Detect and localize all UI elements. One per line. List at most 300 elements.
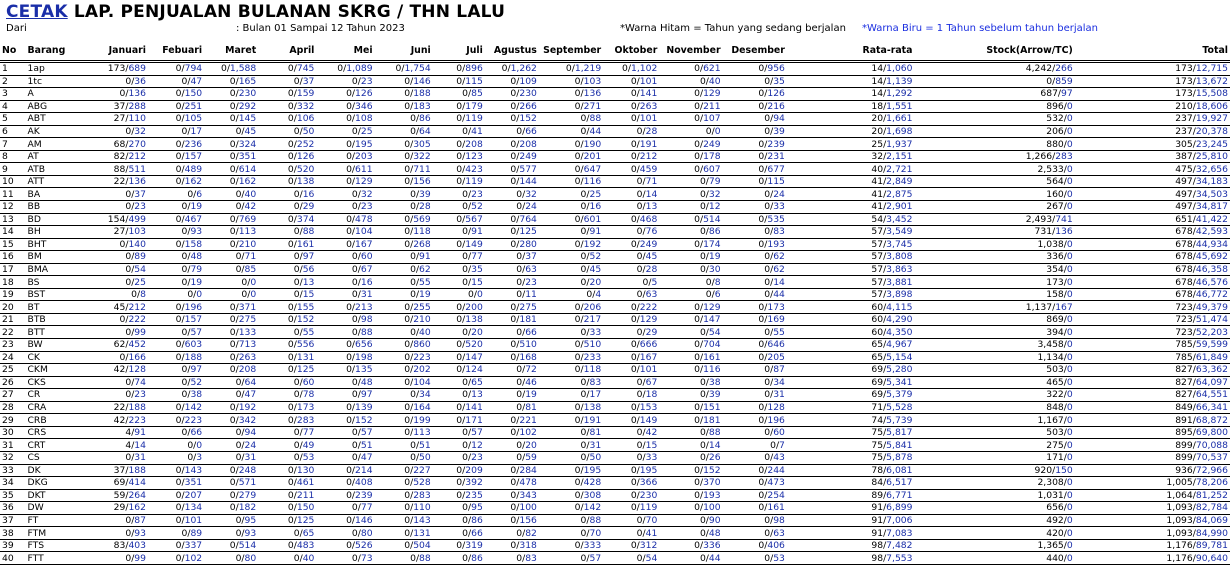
sales-cell: 0/37 [82, 188, 148, 201]
sales-cell: 75/5,878 [787, 451, 915, 464]
sales-cell: 0/129 [659, 301, 722, 314]
sales-cell: 465/0 [914, 376, 1074, 389]
sales-cell: 0/50 [375, 451, 433, 464]
sales-cell: 0/183 [375, 100, 433, 113]
column-header: Juli [433, 40, 485, 62]
table-row [0, 201, 1230, 214]
sales-cell: 0/25 [316, 125, 374, 138]
sales-cell: 1,005/78,206 [1075, 477, 1230, 490]
sales-cell: 0/33 [603, 451, 659, 464]
sales-cell: 0/208 [433, 138, 485, 151]
sales-cell: 0/0 [148, 288, 204, 301]
sales-cell: 678/46,772 [1075, 288, 1230, 301]
table-row [0, 213, 1230, 226]
sales-cell: 0/374 [258, 213, 316, 226]
sales-cell: 785/61,849 [1075, 351, 1230, 364]
sales-cell: 69/5,379 [787, 389, 915, 402]
sales-cell: 0/45 [603, 251, 659, 264]
item-name: CR [26, 389, 82, 402]
sales-cell: 0/713 [204, 339, 258, 352]
sales-cell: 0/408 [316, 477, 374, 490]
sales-cell: 687/97 [914, 88, 1074, 101]
sales-cell: 0/0 [204, 276, 258, 289]
sales-cell: 0/174 [659, 238, 722, 251]
sales-cell: 0/150 [258, 502, 316, 515]
row-number: 35 [0, 489, 26, 502]
sales-cell: 0/346 [316, 100, 374, 113]
sales-cell: 0/28 [603, 125, 659, 138]
sales-cell: 656/0 [914, 502, 1074, 515]
item-name: ABT [26, 113, 82, 126]
sales-cell: 0/157 [148, 313, 204, 326]
sales-cell: 0/203 [316, 150, 374, 163]
sales-cell: 0/468 [603, 213, 659, 226]
sales-cell: 0/12 [659, 201, 722, 214]
sales-cell: 0/406 [723, 539, 787, 552]
table-row [0, 351, 1230, 364]
sales-cell: 849/66,341 [1075, 401, 1230, 414]
sales-cell: 0/77 [258, 426, 316, 439]
sales-cell: 1,093/84,990 [1075, 527, 1230, 540]
sales-cell: 0/252 [258, 138, 316, 151]
sales-cell: 0/1,102 [603, 62, 659, 76]
sales-cell: 0/128 [723, 401, 787, 414]
sales-cell: 0/221 [485, 414, 539, 427]
sales-cell: 0/322 [375, 150, 433, 163]
sales-cell: 0/1,219 [539, 62, 603, 76]
sales-cell: 0/36 [82, 75, 148, 88]
column-header: Januari [82, 40, 148, 62]
sales-cell: 0/40 [659, 75, 722, 88]
sales-cell: 0/91 [433, 226, 485, 239]
item-name: A [26, 88, 82, 101]
item-name: BT [26, 301, 82, 314]
sales-cell: 0/23 [82, 389, 148, 402]
sales-cell: 0/125 [258, 514, 316, 527]
sales-cell: 0/23 [485, 276, 539, 289]
sales-cell: 0/83 [723, 226, 787, 239]
sales-cell: 0/13 [258, 276, 316, 289]
sales-cell: 0/97 [316, 389, 374, 402]
item-name: DKG [26, 477, 82, 490]
sales-cell: 0/99 [82, 326, 148, 339]
sales-cell: 0/55 [723, 326, 787, 339]
column-header: Barang [26, 40, 82, 62]
sales-cell: 0/193 [723, 238, 787, 251]
sales-cell: 0/212 [603, 150, 659, 163]
sales-cell: 0/343 [485, 489, 539, 502]
sales-cell: 27/103 [82, 226, 148, 239]
sales-cell: 0/483 [258, 539, 316, 552]
sales-cell: 0/129 [603, 313, 659, 326]
sales-cell: 60/4,350 [787, 326, 915, 339]
sales-cell: 305/23,245 [1075, 138, 1230, 151]
sales-cell: 91/6,899 [787, 502, 915, 515]
sales-cell: 0/312 [603, 539, 659, 552]
sales-cell: 69/5,341 [787, 376, 915, 389]
sales-cell: 0/33 [723, 201, 787, 214]
sales-cell: 0/64 [204, 376, 258, 389]
column-header: Juni [375, 40, 433, 62]
sales-cell: 0/4 [539, 288, 603, 301]
item-name: CS [26, 451, 82, 464]
sales-cell: 0/208 [204, 364, 258, 377]
sales-cell: 0/155 [258, 301, 316, 314]
sales-cell: 0/81 [485, 401, 539, 414]
sales-cell: 0/283 [258, 414, 316, 427]
item-name: BMA [26, 263, 82, 276]
row-number: 23 [0, 339, 26, 352]
sales-cell: 0/556 [258, 339, 316, 352]
sales-cell: 0/16 [539, 201, 603, 214]
sales-cell: 0/57 [148, 326, 204, 339]
sales-cell: 173/13,672 [1075, 75, 1230, 88]
sales-cell: 41/2,849 [787, 175, 915, 188]
sales-cell: 0/57 [433, 426, 485, 439]
sales-cell: 41/2,901 [787, 201, 915, 214]
sales-cell: 0/118 [539, 364, 603, 377]
table-row [0, 477, 1230, 490]
item-name: DKT [26, 489, 82, 502]
sales-cell: 0/23 [433, 188, 485, 201]
sales-cell: 1,031/0 [914, 489, 1074, 502]
table-row [0, 313, 1230, 326]
sales-cell: 0/23 [316, 75, 374, 88]
item-name: BH [26, 226, 82, 239]
sales-cell: 0/196 [723, 414, 787, 427]
sales-cell: 0/222 [603, 301, 659, 314]
sales-cell: 0/171 [433, 414, 485, 427]
sales-cell: 0/40 [204, 188, 258, 201]
table-row [0, 527, 1230, 540]
sales-cell: 0/124 [433, 364, 485, 377]
sales-cell: 322/0 [914, 389, 1074, 402]
sales-cell: 0/794 [148, 62, 204, 76]
column-header: Total [1075, 40, 1230, 62]
sales-cell: 0/147 [659, 313, 722, 326]
sales-cell: 0/656 [316, 339, 374, 352]
sales-cell: 0/159 [258, 88, 316, 101]
sales-cell: 0/611 [316, 163, 374, 176]
table-row [0, 125, 1230, 138]
sales-cell: 0/704 [659, 339, 722, 352]
sales-cell: 68/270 [82, 138, 148, 151]
sales-cell: 0/116 [539, 175, 603, 188]
item-name: FT [26, 514, 82, 527]
sales-cell: 0/205 [723, 351, 787, 364]
sales-cell: 0/66 [433, 527, 485, 540]
sales-cell: 275/0 [914, 439, 1074, 452]
sales-cell: 0/88 [316, 326, 374, 339]
sales-cell: 0/53 [723, 552, 787, 565]
sales-cell: 896/0 [914, 100, 1074, 113]
sales-cell: 731/136 [914, 226, 1074, 239]
sales-cell: 2,533/0 [914, 163, 1074, 176]
row-number: 1 [0, 62, 26, 76]
sales-cell: 0/40 [258, 552, 316, 565]
sales-cell: 1,064/81,252 [1075, 489, 1230, 502]
sales-cell: 0/292 [204, 100, 258, 113]
sales-cell: 0/100 [659, 502, 722, 515]
sales-cell: 0/129 [659, 88, 722, 101]
sales-cell: 0/113 [375, 426, 433, 439]
sales-cell: 0/371 [204, 301, 258, 314]
item-name: BM [26, 251, 82, 264]
item-name: CRS [26, 426, 82, 439]
sales-cell: 723/52,203 [1075, 326, 1230, 339]
sales-cell: 0/91 [539, 226, 603, 239]
sales-cell: 723/51,474 [1075, 313, 1230, 326]
sales-cell: 0/6 [148, 188, 204, 201]
column-header: No [0, 40, 26, 62]
sales-cell: 0/31 [539, 439, 603, 452]
row-number: 31 [0, 439, 26, 452]
sales-cell: 0/211 [659, 100, 722, 113]
sales-cell: 0/336 [659, 539, 722, 552]
item-name: 1tc [26, 75, 82, 88]
sales-cell: 0/324 [204, 138, 258, 151]
sales-cell: 4,242/266 [914, 62, 1074, 76]
sales-cell: 158/0 [914, 288, 1074, 301]
sales-cell: 0/956 [723, 62, 787, 76]
sales-cell: 0/478 [316, 213, 374, 226]
sales-cell: 0/67 [316, 263, 374, 276]
sales-cell: 387/25,810 [1075, 150, 1230, 163]
sales-cell: 0/24 [723, 188, 787, 201]
sales-cell: 0/1,262 [485, 62, 539, 76]
row-number: 11 [0, 188, 26, 201]
sales-cell: 440/0 [914, 552, 1074, 565]
sales-cell: 0/192 [204, 401, 258, 414]
sales-cell: 532/0 [914, 113, 1074, 126]
sales-cell: 354/0 [914, 263, 1074, 276]
sales-cell: 0/332 [258, 100, 316, 113]
sales-cell: 0/152 [258, 313, 316, 326]
sales-cell: 0/601 [539, 213, 603, 226]
sales-cell: 0/131 [375, 527, 433, 540]
sales-cell: 0/104 [375, 376, 433, 389]
sales-cell: 0/165 [204, 75, 258, 88]
sales-cell: 154/499 [82, 213, 148, 226]
sales-cell: 0/141 [603, 88, 659, 101]
sales-cell: 0/351 [204, 150, 258, 163]
sales-cell: 40/2,721 [787, 163, 915, 176]
sales-cell: 0/110 [375, 502, 433, 515]
sales-cell: 0/23 [82, 201, 148, 214]
sales-cell: 0/125 [258, 364, 316, 377]
sales-cell: 0/230 [485, 88, 539, 101]
sales-cell: 0/54 [82, 263, 148, 276]
sales-cell: 0/428 [539, 477, 603, 490]
sales-cell: 0/188 [375, 88, 433, 101]
sales-cell: 564/0 [914, 175, 1074, 188]
sales-cell: 0/214 [316, 464, 374, 477]
sales-cell: 0/603 [148, 339, 204, 352]
sales-cell: 0/210 [204, 238, 258, 251]
sales-cell: 0/526 [316, 539, 374, 552]
sales-cell: 0/32 [316, 188, 374, 201]
sales-cell: 1,266/283 [914, 150, 1074, 163]
sales-cell: 0/209 [433, 464, 485, 477]
sales-cell: 0/239 [316, 489, 374, 502]
date-range-line [6, 23, 405, 34]
sales-cell: 0/42 [603, 426, 659, 439]
sales-cell: 0/118 [375, 226, 433, 239]
sales-cell: 98/7,482 [787, 539, 915, 552]
sales-cell: 0/80 [204, 552, 258, 565]
sales-cell: 0/6 [659, 288, 722, 301]
sales-cell: 678/46,576 [1075, 276, 1230, 289]
sales-cell: 173/0 [914, 276, 1074, 289]
sales-cell: 0/318 [485, 539, 539, 552]
sales-cell: 75/5,817 [787, 426, 915, 439]
table-row [0, 150, 1230, 163]
sales-cell: 0/745 [258, 62, 316, 76]
row-number: 10 [0, 175, 26, 188]
sales-cell: 827/64,551 [1075, 389, 1230, 402]
sales-cell: 57/3,745 [787, 238, 915, 251]
sales-cell: 497/34,503 [1075, 188, 1230, 201]
sales-cell: 60/4,290 [787, 313, 915, 326]
sales-cell: 0/249 [485, 150, 539, 163]
sales-cell: 0/152 [659, 464, 722, 477]
column-header: Maret [204, 40, 258, 62]
sales-cell: 0/520 [433, 339, 485, 352]
sales-cell: 173/689 [82, 62, 148, 76]
sales-cell: 0/20 [433, 326, 485, 339]
sales-cell: 0/38 [659, 376, 722, 389]
sales-cell: 0/91 [375, 251, 433, 264]
sales-cell: 0/200 [433, 301, 485, 314]
sales-cell: 0/79 [148, 263, 204, 276]
sales-cell: 0/0 [433, 288, 485, 301]
item-name: BTB [26, 313, 82, 326]
sales-cell: 0/14 [659, 439, 722, 452]
sales-cell: 0/103 [539, 75, 603, 88]
sales-cell: 0/35 [723, 75, 787, 88]
sales-cell: 0/133 [204, 326, 258, 339]
sales-cell: 0/223 [148, 414, 204, 427]
row-number: 24 [0, 351, 26, 364]
sales-cell: 18/1,551 [787, 100, 915, 113]
sales-cell: 0/19 [148, 201, 204, 214]
sales-cell: 0/179 [433, 100, 485, 113]
sales-cell: 0/169 [723, 313, 787, 326]
sales-cell: 0/161 [723, 502, 787, 515]
sales-cell: 492/0 [914, 514, 1074, 527]
sales-cell: 678/44,934 [1075, 238, 1230, 251]
report-title [6, 2, 505, 22]
sales-cell: 0/24 [204, 439, 258, 452]
sales-cell: 0/86 [433, 514, 485, 527]
sales-cell: 0/217 [539, 313, 603, 326]
sales-cell: 0/195 [316, 138, 374, 151]
row-number: 13 [0, 213, 26, 226]
sales-cell: 503/0 [914, 426, 1074, 439]
sales-cell: 0/54 [603, 552, 659, 565]
sales-cell: 0/20 [485, 439, 539, 452]
sales-cell: 0/102 [148, 552, 204, 565]
sales-cell: 0/94 [204, 426, 258, 439]
sales-cell: 0/71 [204, 251, 258, 264]
sales-cell: 0/63 [485, 263, 539, 276]
sales-cell: 723/49,379 [1075, 301, 1230, 314]
sales-cell: 0/859 [914, 75, 1074, 88]
sales-cell: 0/577 [485, 163, 539, 176]
item-name: BST [26, 288, 82, 301]
sales-cell: 0/193 [659, 489, 722, 502]
row-number: 12 [0, 201, 26, 214]
sales-cell: 0/98 [723, 514, 787, 527]
sales-cell: 0/143 [148, 464, 204, 477]
sales-cell: 0/38 [148, 389, 204, 402]
sales-cell: 0/43 [723, 451, 787, 464]
report-title-text: LAP. PENJUALAN BULANAN SKRG / THN LALU [67, 2, 506, 22]
sales-cell: 0/182 [204, 502, 258, 515]
sales-cell: 0/146 [316, 514, 374, 527]
sales-cell: 678/42,593 [1075, 226, 1230, 239]
sales-cell: 0/510 [485, 339, 539, 352]
column-header: Stock(Arrow/TC) [914, 40, 1074, 62]
sales-cell: 74/5,739 [787, 414, 915, 427]
sales-cell: 1,167/0 [914, 414, 1074, 427]
row-number: 37 [0, 514, 26, 527]
sales-cell: 0/98 [316, 313, 374, 326]
sales-cell: 0/34 [375, 389, 433, 402]
sales-cell: 0/79 [659, 175, 722, 188]
sales-cell: 0/130 [258, 464, 316, 477]
sales-cell: 0/333 [539, 539, 603, 552]
table-row [0, 276, 1230, 289]
table-body [0, 62, 1230, 565]
column-header: Febuari [148, 40, 204, 62]
table-row [0, 552, 1230, 565]
row-number: 6 [0, 125, 26, 138]
sales-cell: 848/0 [914, 401, 1074, 414]
sales-cell: 0/147 [433, 351, 485, 364]
sales-cell: 0/769 [204, 213, 258, 226]
row-number: 17 [0, 263, 26, 276]
sales-cell: 0/677 [723, 163, 787, 176]
table-row [0, 364, 1230, 377]
row-number: 15 [0, 238, 26, 251]
table-row [0, 502, 1230, 515]
sales-cell: 267/0 [914, 201, 1074, 214]
sales-cell: 0/145 [204, 113, 258, 126]
sales-cell: 0/571 [204, 477, 258, 490]
sales-cell: 0/166 [82, 351, 148, 364]
sales-cell: 0/8 [659, 276, 722, 289]
sales-cell: 0/666 [603, 339, 659, 352]
sales-cell: 25/1,937 [787, 138, 915, 151]
sales-cell: 0/227 [375, 464, 433, 477]
sales-cell: 0/28 [375, 201, 433, 214]
row-number: 27 [0, 389, 26, 402]
item-name: AK [26, 125, 82, 138]
print-link[interactable]: CETAK [6, 2, 68, 22]
sales-cell: 0/0 [148, 439, 204, 452]
sales-cell: 0/86 [433, 552, 485, 565]
sales-cell: 0/151 [659, 401, 722, 414]
column-header: Agustus [485, 40, 539, 62]
sales-cell: 0/268 [375, 238, 433, 251]
sales-cell: 0/15 [433, 276, 485, 289]
sales-cell: 0/88 [539, 514, 603, 527]
row-number: 21 [0, 313, 26, 326]
sales-cell: 82/212 [82, 150, 148, 163]
sales-cell: 0/67 [603, 376, 659, 389]
table-row [0, 489, 1230, 502]
